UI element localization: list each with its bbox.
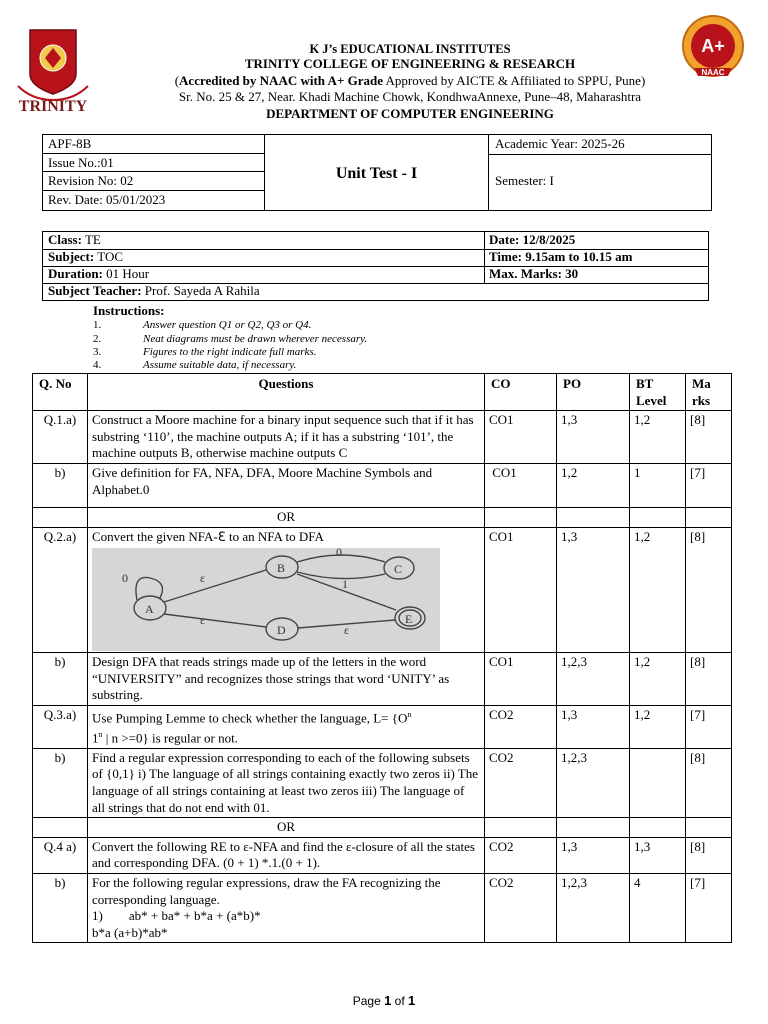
svg-text:ε: ε [344,623,350,638]
svg-text:ε: ε [200,571,206,586]
max-marks: Max. Marks: 30 [489,266,579,281]
header-qno: Q. No [33,374,88,411]
question-text: Construct a Moore machine for a binary input sequence such that if it has substring ‘110’, the machine outputs A; if it has a substring ‘101’, the machine outputs B, otherwise machine outputs C [88,411,485,464]
academic-info [489,135,711,210]
table-row: b) Design DFA that reads strings made up of the letters in the word “UNIVERSITY” and recognizes those strings that word ‘UNITY’ as substring. CO1 1,2,3 1,2 [8] [33,653,732,706]
exam-date: Date: 12/8/2025 [489,232,576,247]
revision-date: Rev. Date: 05/01/2023 [48,191,166,207]
svg-text:C: C [394,562,403,577]
exam-time: Time: 9.15am to 10.15 am [489,249,633,264]
question-text: For the following regular expressions, draw the FA recognizing the corresponding language. 1) ab* + ba* + b*a + (a*b)* b*a (a+b)*ab* [88,873,485,942]
header-co: CO [485,374,557,411]
instruction-item: 4. Assume suitable data, if necessary. [93,359,297,371]
svg-text:A: A [145,602,154,617]
svg-text:0: 0 [122,571,128,586]
institute-name: K J’s EDUCATIONAL INSTITUTES [309,42,511,56]
header-bt-level: BT Level [630,374,686,411]
instruction-item: 1. Answer question Q1 or Q2, Q3 or Q4. [93,319,312,331]
question-text: Give definition for FA, NFA, DFA, Moore Machine Symbols and Alphabet.0 [88,463,485,507]
issue-number: Issue No.:01 [43,154,264,173]
instruction-item: 3. Figures to the right indicate full marks. [93,346,317,358]
form-codes [43,135,265,210]
accreditation-line: (Accredited by NAAC with A+ Grade Approved by AICTE & Affiliated to SPPU, Pune) [174,73,646,88]
nfa-diagram [92,548,440,651]
question-text: Design DFA that reads strings made up of the letters in the word “UNIVERSITY” and recognizes those strings that word ‘UNITY’ as substring. [88,653,485,706]
college-name: TRINITY COLLEGE OF ENGINEERING & RESEARCH [244,56,576,71]
svg-text:0: 0 [336,548,342,560]
header-po: PO [557,374,630,411]
question-text: Find a regular expression corresponding to each of the following subsets of {0,1} i) The language of all strings containing exactly two zeros ii) The language of all strings containing at least two zeros iii) The language of all strings that do not end with 01. [88,748,485,817]
header-marks: Ma rks [686,374,732,411]
questions-table [32,373,732,943]
question-text: Convert the following RE to ε-NFA and find the ε-closure of all the states and corresponding DFA. (0 + 1) *.1.(0 + 1). [88,837,485,873]
class-field: Class: TE [48,232,101,247]
address-line: Sr. No. 25 & 27, Near. Khadi Machine Chowk, KondhwaAnnexe, Pune–48, Maharashtra [178,89,642,104]
svg-text:B: B [277,561,286,576]
svg-text:1: 1 [342,577,348,592]
table-row: Q.4 a) Convert the following RE to ε-NFA and find the ε-closure of all the states and corresponding DFA. (0 + 1) *.1.(0 + 1). CO2 1,3 1,3 [8] [33,837,732,873]
duration-field: Duration: 01 Hour [48,266,150,281]
svg-text:TRINITY: TRINITY [18,98,88,114]
table-row: b) Give definition for FA, NFA, DFA, Moore Machine Symbols and Alphabet.0 CO1 1,2 1 [7] [33,463,732,507]
table-header-row [33,374,732,411]
or-label: OR [88,507,485,527]
instruction-item: 2. Neat diagrams must be drawn wherever necessary. [93,333,368,345]
table-row: Q.2.a) Convert the given NFA-ℇ to an NFA to DFA A B C D E 0 ε ε 0 1 ε CO1 1,3 1,2 [8] [33,527,732,653]
table-row: b) Find a regular expression corresponding to each of the following subsets of {0,1} i) The language of all strings containing exactly two zeros ii) The language of all strings containing at least two zeros iii) The language of all strings that do not end with 01. CO2 1,2,3 [8] [33,748,732,817]
department-name: DEPARTMENT OF COMPUTER ENGINEERING [266,106,554,121]
instructions-title: Instructions: [93,303,165,318]
semester: Semester: I [495,173,554,188]
question-text: Convert the given NFA-ℇ to an NFA to DFA A B C D E 0 ε ε 0 1 ε [88,527,485,653]
trinity-logo [12,26,94,114]
subject-field: Subject: TOC [48,249,123,264]
form-info-box [42,134,712,211]
test-title: Unit Test - I [265,135,489,210]
table-row: b) For the following regular expressions, draw the FA recognizing the corresponding language. 1) ab* + ba* + b*a + (a*b)* b*a (a+b)*ab* CO2 1,2,3 4 [7] [33,873,732,942]
teacher-field: Subject Teacher: Prof. Sayeda A Rahila [48,283,260,298]
or-label: OR [88,818,485,838]
table-row: Q.3.a) Use Pumping Lemme to check whether the language, $L= \{O^n$ 1$^n$ | n >=0} is regular or not. CO2 1,3 1,2 [7] [33,705,732,748]
form-code: APF-8B [43,135,264,154]
or-row [33,507,732,527]
svg-text:E: E [405,612,413,627]
svg-text:A+: A+ [701,36,725,56]
svg-text:ε: ε [200,613,206,628]
svg-text:NAAC: NAAC [701,68,725,77]
revision-number: Revision No: 02 [43,172,264,191]
page-footer: Page 1 of 1 [352,993,416,1008]
academic-year: Academic Year: 2025-26 [489,135,711,155]
exam-details-box [42,231,709,301]
table-row: Q.1.a) Construct a Moore machine for a binary input sequence such that if it has substring ‘110’, the machine outputs A; if it has a substring ‘101’, the machine outputs B, otherwise machine outputs C CO1 1,3 1,2 [8] [33,411,732,464]
or-row [33,818,732,838]
question-text: Use Pumping Lemme to check whether the language, $L= \{O^n$ 1$^n$ | n >=0} is regular or not. [88,705,485,748]
header-questions: Questions [88,374,485,411]
svg-text:D: D [277,623,286,638]
